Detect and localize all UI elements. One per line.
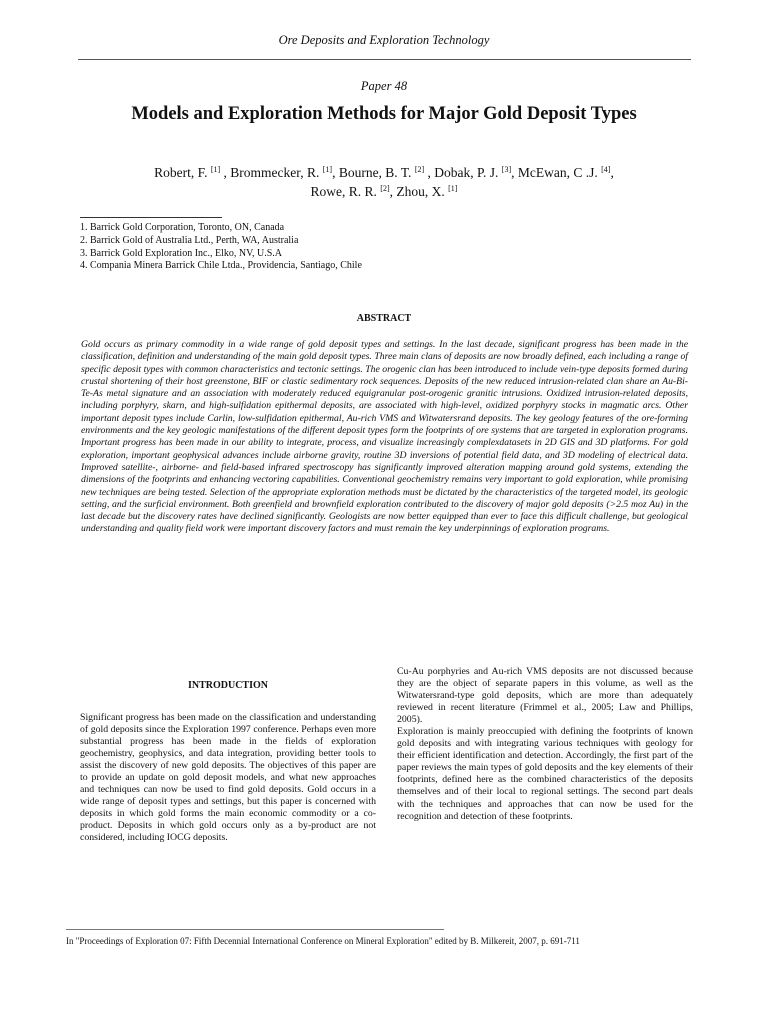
affiliation-item: 1. Barrick Gold Corporation, Toronto, ON, Canada	[80, 222, 285, 233]
paper-title: Models and Exploration Methods for Major Gold Deposit Types	[131, 104, 637, 124]
body-paragraph: Cu-Au porphyries and Au-rich VMS deposits are not discussed because they are the object of separate papers in this volume, as well as the Witwatersrand-type gold deposits, which are more than adequately reviewed in recent literature (Frimmel et al., 2005; Law and Phillips, 2005).	[397, 666, 693, 726]
author-name: Dobak, P. J.	[434, 165, 499, 180]
author-affiliation-ref: [4]	[601, 165, 611, 174]
footnote-divider	[66, 929, 444, 930]
author-separator: ,	[610, 165, 614, 180]
affiliation-divider	[80, 217, 222, 218]
author-name: Robert, F.	[154, 165, 208, 180]
body-paragraph: Exploration is mainly preoccupied with defining the footprints of known gold deposits and with integrating various techniques with geology for their efficient identification and detection. Accordingly, the first part of the paper reviews the main types of gold deposits and the key elements of their footprints, defined here as the combined characteristics of the deposits themselves and of their local to regional settings. The second part deals with the techniques and approaches that can now be used for the recognition and detection of these footprints.	[397, 726, 693, 822]
affiliation-item: 3. Barrick Gold Exploration Inc., Elko, NV, U.S.A	[80, 247, 283, 259]
author-separator: ,	[332, 165, 339, 180]
author-separator: ,	[424, 165, 435, 180]
author-separator: ,	[511, 165, 518, 180]
author-separator: ,	[220, 165, 231, 180]
author-affiliation-ref: [3]	[501, 165, 512, 174]
author-name: Rowe, R. R.	[310, 184, 377, 199]
author-affiliation-ref: [1]	[448, 184, 458, 193]
author-affiliation-ref: [1]	[210, 165, 221, 174]
affiliation-list	[80, 222, 580, 273]
affiliation-item: 4. Compania Minera Barrick Chile Ltda., Providencia, Santiago, Chile	[80, 260, 362, 272]
affiliation-item: 2. Barrick Gold of Australia Ltd., Perth, WA, Australia	[80, 234, 299, 246]
paper-number: Paper 48	[360, 79, 408, 93]
running-head: Ore Deposits and Exploration Technology	[278, 33, 490, 47]
header-divider	[78, 59, 691, 60]
author-name: Bourne, B. T.	[338, 165, 412, 180]
introduction-paragraph: Significant progress has been made on the classification and understanding of gold deposits since the Exploration 1997 conference. Perhaps even more substantial progress has been made in the fields of exploration geochemistry, geophysics, and data integration, providing better tools to assist the discovery of new gold deposits. The objectives of this paper are to provide an update on gold deposit models, and what new approaches and techniques can now be used to find gold deposits. Gold occurs in a wide range of deposit types and settings, but this paper is concerned with deposits in which gold forms the main economic commodity or a co-product. Deposits in which gold occurs only as a by-product are not considered, including IOCG deposits.	[80, 712, 376, 844]
author-list	[120, 162, 648, 200]
introduction-heading: INTRODUCTION	[187, 680, 268, 691]
author-separator: ,	[389, 184, 397, 199]
author-affiliation-ref: [2]	[414, 165, 425, 174]
abstract-text: Gold occurs as primary commodity in a wide range of gold deposit types and settings. In the last decade, significant progress has been made in the classification, definition and understanding of the main gold deposit types. Three main clans of deposits are now broadly defined, each including a range of specific deposit types with common characteristics and tectonic settings. The orogenic clan has been introduced to include vein-type deposits formed during crustal shortening of their host greenstone, BIF or clastic sedimentary rock sequences. Deposits of the new reduced intrusion-related clan share an Au-Bi-Te-As metal signature and an association with moderately reduced equigranular post-orogenic granitic intrusions. Oxidized intrusion-related deposits, including porphyry, skarn, and high-sulfidation epithermal deposits, are associated with high-level, oxidized porphyry stocks in magmatic arcs. Other important deposit types include Carlin, low-sulfidation epithermal, Au-rich VMS and Witwatersrand deposits. The key geology features of the ore-forming environments and the key geologic manifestations of the different deposit types form the footprints of ore systems that are targeted in exploration programs. Important progress has been made in our ability to integrate, process, and visualize increasingly complexdatasets in 2D GIS and 3D platforms. For gold exploration, important geophysical advances include airborne gravity, routine 3D inversions of potential field data, and 3D modeling of electrical data. Improved satellite-, airborne- and field-based infrared spectroscopy has significantly improved alteration mapping around gold systems, extending the dimensions of the footprints and enhancing vectoring capabilities. Conventional geochemistry remains very important to gold exploration, while promising new techniques are being tested. Selection of the appropriate exploration methods must be dictated by the characteristics of the targeted model, its geologic setting, and the surficial environment. Both greenfield and brownfield exploration contributed to the discovery of major gold deposits (>2.5 moz Au) in the last decade but the discovery rates have declined significantly. Geologists are now better equipped than ever to face this difficult challenge, but geological understanding and quality field work were important discovery factors and must remain the key underpinnings of exploration programs.	[81, 339, 688, 535]
author-name: Brommecker, R.	[230, 165, 320, 180]
author-affiliation-ref: [2]	[380, 184, 390, 193]
author-name: McEwan, C .J.	[517, 165, 598, 180]
citation-footnote: In "Proceedings of Exploration 07: Fifth Decennial International Conference on Mineral Exploration" edited by B. Milkereit, 2007, p. 691-711	[66, 936, 580, 946]
left-column	[80, 680, 376, 845]
right-column	[397, 666, 693, 823]
author-name: Zhou, X.	[396, 184, 445, 199]
author-affiliation-ref: [1]	[322, 165, 333, 174]
abstract-heading: ABSTRACT	[356, 313, 412, 324]
